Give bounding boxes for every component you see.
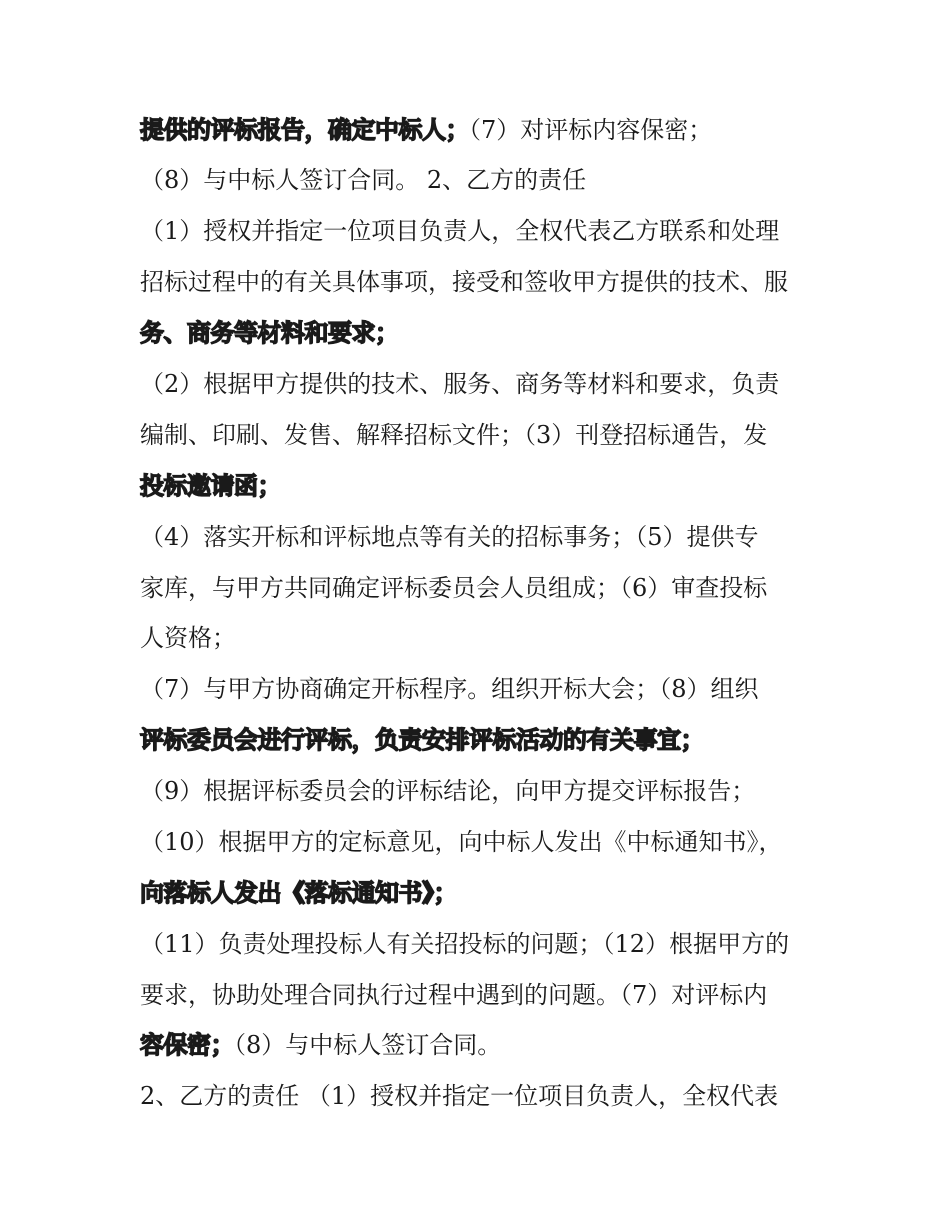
text-line bbox=[140, 1029, 501, 1061]
body-text: （2）根据甲方提供的技术、服务、商务等材料和要求，负责 bbox=[140, 370, 780, 398]
text-line bbox=[140, 775, 755, 807]
body-text: 人资格； bbox=[140, 624, 236, 652]
text-line bbox=[140, 724, 704, 756]
text-line bbox=[140, 266, 788, 298]
body-text: 招标过程中的有关具体事项，接受和签收甲方提供的技术、服 bbox=[140, 268, 788, 296]
outlined-text: 评标委员会进行评标，负责安排评标活动的有关事宜； bbox=[140, 726, 704, 754]
outlined-text: 务、商务等材料和要求； bbox=[140, 319, 399, 347]
body-text: 2、乙方的责任 （1）授权并指定一位项目负责人，全权代表 bbox=[140, 1082, 779, 1110]
text-line bbox=[140, 928, 789, 960]
body-text: （8）与中标人签订合同。 2、乙方的责任 bbox=[140, 166, 587, 194]
outlined-text: 向落标人发出《落标通知书》； bbox=[140, 879, 457, 907]
body-text: （1）授权并指定一位项目负责人，全权代表乙方联系和处理 bbox=[140, 217, 780, 245]
text-line bbox=[140, 215, 779, 247]
body-text: （7）对评标内容保密； bbox=[469, 116, 713, 144]
text-line bbox=[140, 521, 759, 553]
text-line bbox=[140, 979, 767, 1011]
text-line bbox=[140, 673, 759, 705]
text-line bbox=[140, 1080, 778, 1112]
text-line bbox=[140, 164, 586, 196]
outlined-text: 投标邀请函； bbox=[140, 472, 281, 500]
body-text: 要求，协助处理合同执行过程中遇到的问题。（7）对评标内 bbox=[140, 981, 768, 1009]
text-line bbox=[140, 572, 767, 604]
body-text: （8）与中标人签订合同。 bbox=[234, 1031, 502, 1059]
text-line bbox=[140, 114, 712, 146]
body-text: （7）与甲方协商确定开标程序。组织开标大会；（8）组织 bbox=[140, 675, 759, 703]
body-text: （11）负责处理投标人有关招投标的问题；（12）根据甲方的 bbox=[140, 930, 790, 958]
body-text: （10）根据甲方的定标意见，向中标人发出《中标通知书》， bbox=[140, 828, 783, 856]
outlined-text: 提供的评标报告，确定中标人； bbox=[140, 116, 469, 144]
text-line bbox=[140, 470, 281, 502]
text-line bbox=[140, 419, 767, 451]
text-line bbox=[140, 317, 399, 349]
body-text: 编制、印刷、发售、解释招标文件；（3）刊登招标通告，发 bbox=[140, 421, 768, 449]
text-line bbox=[140, 622, 236, 654]
body-text: （4）落实开标和评标地点等有关的招标事务；（5）提供专 bbox=[140, 523, 759, 551]
text-line bbox=[140, 368, 779, 400]
text-line bbox=[140, 826, 783, 858]
text-line bbox=[140, 877, 457, 909]
outlined-text: 容保密； bbox=[140, 1031, 234, 1059]
body-text: （9）根据评标委员会的评标结论，向甲方提交评标报告； bbox=[140, 777, 756, 805]
body-text: 家库，与甲方共同确定评标委员会人员组成；（6）审查投标 bbox=[140, 574, 768, 602]
